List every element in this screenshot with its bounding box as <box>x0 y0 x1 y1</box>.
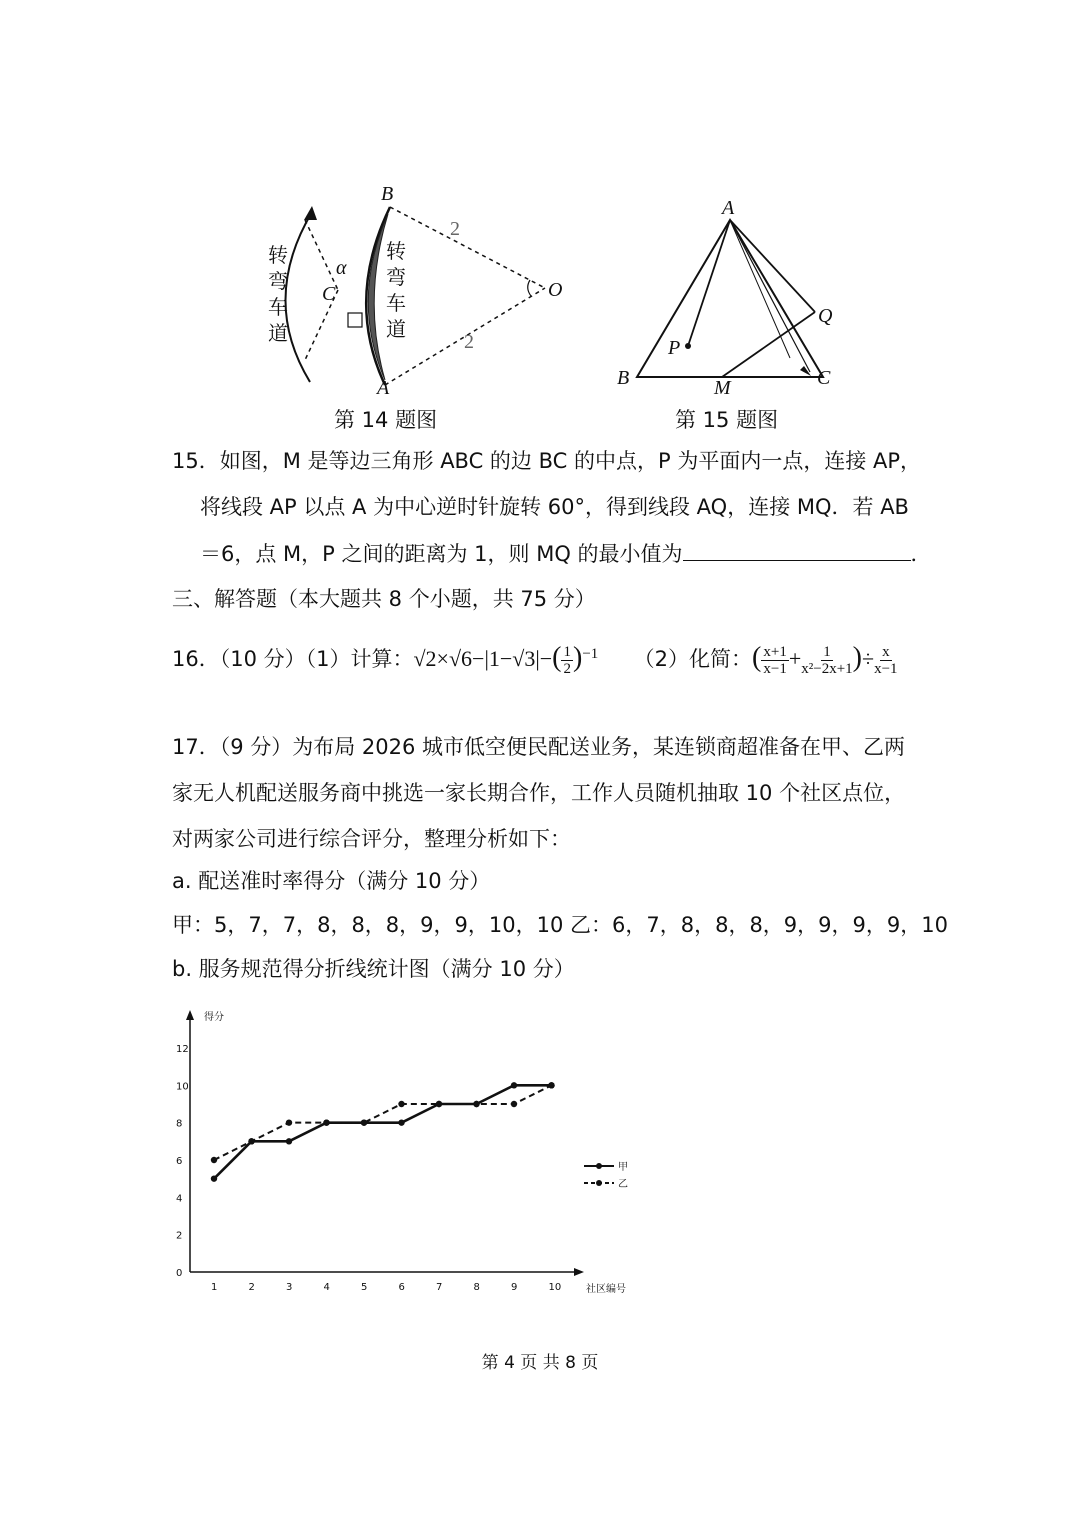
series-2-point <box>248 1138 254 1144</box>
q17-b-title: b. 服务规范得分折线统计图（满分 10 分） <box>172 957 575 981</box>
series-2-point <box>286 1119 292 1125</box>
label-B: B <box>381 183 394 205</box>
q16-line: 16．（10 分）（1）计算：√2×√6−|1−√3|−( $\frac{1}{2}$ )$^{-1}$ （2）化简：( $\frac{x+1}{x-1}$ + $\frac{1}{\text{x²−2x+1}}$ )÷ $\frac{x}{x-1}$ <box>172 642 898 677</box>
q16-part1-prefix: 16．（10 分）（1）计算： <box>172 647 414 671</box>
outer-turn-arc <box>285 212 312 382</box>
legend-series-1: 甲 <box>618 1162 628 1173</box>
series-2-point <box>473 1101 479 1107</box>
series-2-point <box>323 1119 329 1125</box>
x-axis-arrow-icon <box>574 1268 584 1276</box>
right-road-3: 车 <box>386 291 406 315</box>
x-tick-label: 7 <box>436 1282 443 1293</box>
dim-bottom: 2 <box>464 331 474 353</box>
label-C: C <box>322 283 336 305</box>
left-road-4: 道 <box>268 321 288 345</box>
y-tick-label: 12 <box>176 1044 189 1055</box>
label-P15: P <box>668 337 681 359</box>
series-2-point <box>511 1101 517 1107</box>
y-axis-arrow-icon <box>186 1010 194 1020</box>
left-road-3: 车 <box>268 295 288 319</box>
figure-14 <box>250 180 580 400</box>
q16-part2-prefix: （2）化简： <box>633 647 753 671</box>
label-A15: A <box>722 197 735 219</box>
series-line-1 <box>214 1085 552 1178</box>
line-chart <box>170 1008 650 1308</box>
y-tick-label: 0 <box>176 1268 183 1279</box>
label-Q15: Q <box>818 305 833 327</box>
label-alpha: α <box>336 257 347 279</box>
dim-top: 2 <box>450 218 460 240</box>
x-tick-label: 3 <box>286 1282 293 1293</box>
x-tick-label: 10 <box>548 1282 562 1293</box>
q17-a-data: 甲：5，7，7，8，8，8，9，9，10，10 乙：6，7，8，8，8，9，9，9，9，10 <box>172 913 948 937</box>
label-B15: B <box>617 367 630 389</box>
q16-frac3: $\frac{x}{x-1}$ <box>874 643 898 677</box>
label-C15: C <box>817 367 831 389</box>
q15-line1: 15．如图，M 是等边三角形 ABC 的边 BC 的中点，P 为平面内一点，连接 AP， <box>172 449 922 473</box>
figure-15 <box>610 190 850 400</box>
series-2-point <box>361 1119 367 1125</box>
series-1-point <box>398 1119 404 1125</box>
series-1-point <box>286 1138 292 1144</box>
fig14-caption: 第 14 题图 <box>334 408 438 432</box>
left-road-2: 弯 <box>268 269 288 293</box>
q16-frac1: $\frac{x+1}{x-1}$ <box>763 643 787 677</box>
y-tick-label: 6 <box>176 1156 183 1167</box>
page-footer: 第 4 页 共 8 页 <box>481 1353 599 1373</box>
q16-exponent: −1 <box>582 646 599 662</box>
q15-line2: 将线段 AP 以点 A 为中心逆时针旋转 60°，得到线段 AQ，连接 MQ．若 AB <box>200 495 909 519</box>
x-tick-label: 5 <box>361 1282 368 1293</box>
arrow-head-icon <box>304 206 317 220</box>
label-O: O <box>548 279 563 301</box>
y-axis-label: 得分 <box>204 1012 224 1023</box>
q16-part1-expr: √2×√6−|1−√3|− <box>413 646 553 671</box>
q15-line3-end: ． <box>910 542 932 566</box>
q17-line1: 17．（9 分）为布局 2026 城市低空便民配送业务，某连锁商超准备在甲、乙两 <box>172 735 906 759</box>
y-tick-label: 2 <box>176 1230 183 1242</box>
series-2-point <box>398 1101 404 1107</box>
x-tick-label: 6 <box>398 1282 405 1293</box>
right-road-2: 弯 <box>386 265 406 289</box>
left-road-1: 转 <box>268 243 288 267</box>
y-tick-label: 10 <box>176 1081 189 1093</box>
series-2-point <box>436 1101 442 1107</box>
y-tick-label: 4 <box>176 1193 183 1205</box>
label-A: A <box>377 377 390 399</box>
series-1-point <box>211 1175 217 1181</box>
q17-line3: 对两家公司进行综合评分，整理分析如下： <box>172 827 571 851</box>
q17-a-title: a. 配送准时率得分（满分 10 分） <box>172 869 491 893</box>
x-tick-label: 9 <box>511 1282 518 1293</box>
q15-line3-text: ＝6，点 M，P 之间的距离为 1，则 MQ 的最小值为 <box>200 542 683 566</box>
series-1-point <box>511 1082 517 1088</box>
x-axis-label: 社区编号 <box>586 1284 626 1295</box>
q16-frac2: $\frac{1}{\text{x²−2x+1}}$ <box>801 643 853 677</box>
y-tick-label: 8 <box>176 1118 183 1130</box>
right-road-1: 转 <box>386 239 406 263</box>
series-2-point <box>211 1157 217 1163</box>
legend-series-2: 乙 <box>618 1179 628 1190</box>
x-tick-label: 8 <box>473 1282 480 1293</box>
q16-half: $\frac{1}{2}$ <box>563 643 571 677</box>
x-tick-label: 2 <box>248 1282 255 1293</box>
q15-answer-blank[interactable] <box>683 538 911 561</box>
label-M15: M <box>714 377 731 399</box>
x-tick-label: 4 <box>323 1282 330 1293</box>
right-road-4: 道 <box>386 317 406 341</box>
section-3-heading: 三、解答题（本大题共 8 个小题，共 75 分） <box>172 587 596 611</box>
x-tick-label: 1 <box>211 1282 218 1293</box>
q15-line3 <box>200 538 932 569</box>
q16-div: ÷ <box>862 646 875 671</box>
series-2-point <box>548 1082 554 1088</box>
q17-line2: 家无人机配送服务商中挑选一家长期合作，工作人员随机抽取 10 个社区点位， <box>172 781 906 805</box>
fig15-caption: 第 15 题图 <box>675 408 779 432</box>
